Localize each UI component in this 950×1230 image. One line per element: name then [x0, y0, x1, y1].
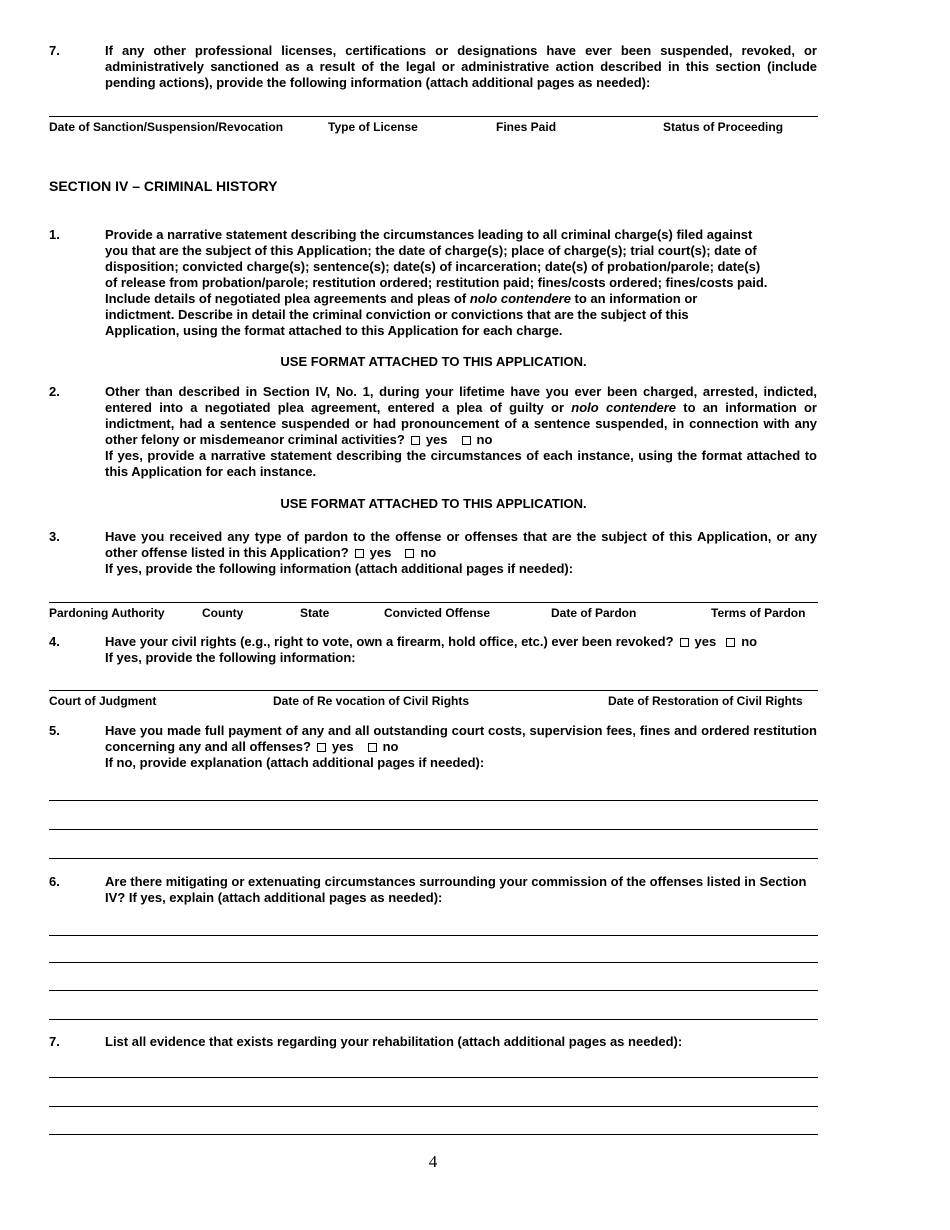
yes-label: yes [425, 432, 448, 447]
no-label: no [476, 432, 493, 447]
column-header-date-of-revocation: Date of Re vocation of Civil Rights [273, 694, 470, 708]
answer-line[interactable] [49, 935, 818, 936]
question-text: Have you received any type of pardon to the offense or offenses that are the subject of this Application, or any other offense listed in this Application? yes no [105, 529, 817, 560]
no-checkbox[interactable] [726, 638, 735, 647]
no-checkbox[interactable] [462, 436, 471, 445]
question-text-line: you that are the subject of this Application; the date of charge(s); place of charge(s); trial court(s); date of [105, 243, 757, 258]
yes-checkbox[interactable] [317, 743, 326, 752]
question-followup: If no, provide explanation (attach additional pages if needed): [105, 755, 485, 770]
answer-line[interactable] [49, 829, 818, 830]
question-2 [49, 384, 817, 480]
question-5 [49, 723, 817, 771]
question-number: 7. [49, 43, 60, 58]
question-followup: If yes, provide a narrative statement describing the circumstances of each instance, using the format attached to this Application for each instance. [105, 448, 817, 479]
question-text: If any other professional licenses, certifications or designations have ever been suspended, revoked, or administratively sanctioned as a result of the legal or administrative action described in this section (include pending actions), provide the following information (attach additional pages as needed): [105, 43, 817, 90]
question-number: 2. [49, 384, 60, 399]
yes-checkbox[interactable] [411, 436, 420, 445]
question-1 [49, 227, 817, 339]
question-text-line: Provide a narrative statement describing the circumstances leading to all criminal charge(s) filed against [105, 227, 753, 242]
answer-line[interactable] [49, 962, 818, 963]
yes-checkbox[interactable] [355, 549, 364, 558]
no-label: no [382, 739, 399, 754]
column-header-county: County [202, 606, 244, 620]
question-6 [49, 874, 817, 906]
column-header-convicted-offense: Convicted Offense [384, 606, 491, 620]
question-number: 4. [49, 634, 60, 649]
column-header-date-of-pardon: Date of Pardon [551, 606, 637, 620]
italic-term: nolo contendere [571, 400, 677, 415]
question-text-line: disposition; convicted charge(s); sentence(s); date(s) of incarceration; date(s) of probation/parole; date(s) [105, 259, 761, 274]
answer-line[interactable] [49, 1134, 818, 1135]
yes-label: yes [331, 739, 354, 754]
column-header-state: State [300, 606, 330, 620]
question-text-line: Include details of negotiated plea agreements and pleas of nolo contendere to an information or [105, 291, 698, 306]
yes-label: yes [369, 545, 392, 560]
question-number: 3. [49, 529, 60, 544]
question-7-licenses [49, 43, 817, 91]
format-note: USE FORMAT ATTACHED TO THIS APPLICATION. [280, 496, 587, 511]
question-7-rehabilitation [49, 1034, 817, 1050]
section-heading: SECTION IV – CRIMINAL HISTORY [49, 178, 278, 194]
column-header-status-of-proceeding: Status of Proceeding [663, 120, 784, 134]
column-header-terms-of-pardon: Terms of Pardon [711, 606, 806, 620]
no-checkbox[interactable] [405, 549, 414, 558]
format-note: USE FORMAT ATTACHED TO THIS APPLICATION. [280, 354, 587, 369]
column-header-pardoning-authority: Pardoning Authority [49, 606, 165, 620]
answer-line[interactable] [49, 1019, 818, 1020]
question-text: Other than described in Section IV, No. 1, during your lifetime have you ever been charged, arrested, indicted, entered into a negotiated plea agreement, entered a plea of guilty or nolo contendere to an information or indictment, had a sentence suspended or had pronouncement of a sentence suspended, in connection with any other felony or misdemeanor criminal activities? yes no [105, 384, 817, 447]
question-number: 1. [49, 227, 60, 242]
answer-line[interactable] [49, 858, 818, 859]
question-text: Have you made full payment of any and all outstanding court costs, supervision fees, fines and ordered restitution concerning any and all offenses? yes no [105, 723, 817, 754]
column-header-fines-paid: Fines Paid [496, 120, 557, 134]
question-text-line: Application, using the format attached to this Application for each charge. [105, 323, 563, 338]
yes-checkbox[interactable] [680, 638, 689, 647]
no-label: no [741, 634, 758, 649]
question-4 [49, 634, 817, 666]
question-number: 5. [49, 723, 60, 738]
question-text: List all evidence that exists regarding your rehabilitation (attach additional pages as needed): [105, 1034, 683, 1049]
page-number: 4 [428, 1152, 438, 1171]
question-number: 7. [49, 1034, 60, 1049]
no-checkbox[interactable] [368, 743, 377, 752]
yes-label: yes [694, 634, 717, 649]
answer-line[interactable] [49, 800, 818, 801]
question-3 [49, 529, 817, 577]
italic-term: nolo contendere [469, 291, 571, 306]
answer-line[interactable] [49, 990, 818, 991]
question-followup: If yes, provide the following information (attach additional pages if needed): [105, 561, 574, 576]
question-followup: If yes, provide the following information: [105, 650, 356, 665]
column-header-court-of-judgment: Court of Judgment [49, 694, 157, 708]
answer-line[interactable] [49, 690, 818, 691]
question-text-line: indictment. Describe in detail the criminal conviction or convictions that are the subject of this [105, 307, 689, 322]
no-label: no [420, 545, 437, 560]
answer-line[interactable] [49, 1106, 818, 1107]
answer-line[interactable] [49, 602, 818, 603]
question-number: 6. [49, 874, 60, 889]
answer-line[interactable] [49, 116, 818, 117]
column-header-date-of-sanction: Date of Sanction/Suspension/Revocation [49, 120, 284, 134]
column-header-type-of-license: Type of License [328, 120, 418, 134]
question-text: Are there mitigating or extenuating circumstances surrounding your commission of the offenses listed in Section IV? If yes, explain (attach additional pages as needed): [105, 874, 807, 905]
question-text: Have your civil rights (e.g., right to vote, own a firearm, hold office, etc.) ever been revoked? yes no [105, 634, 758, 649]
answer-line[interactable] [49, 1077, 818, 1078]
question-text-line: of release from probation/parole; restitution ordered; restitution paid; fines/costs ordered; fines/costs paid. [105, 275, 768, 290]
column-header-date-of-restoration: Date of Restoration of Civil Rights [608, 694, 803, 708]
